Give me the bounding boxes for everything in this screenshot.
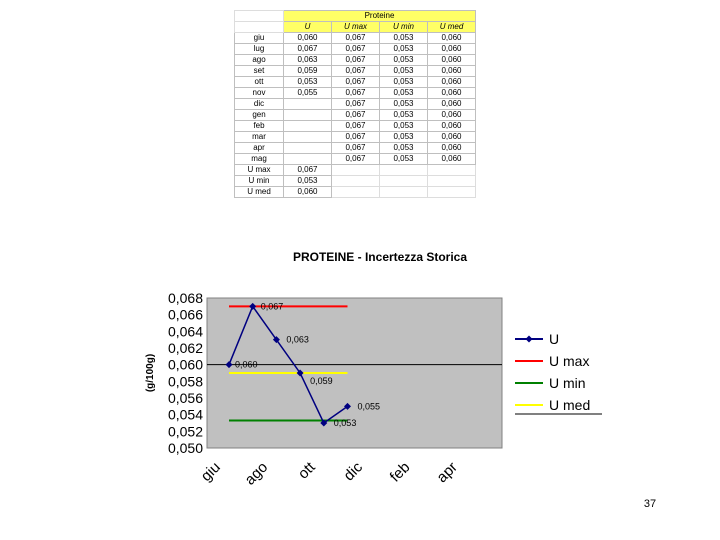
summary-label: U max <box>235 165 284 176</box>
data-label: 0,059 <box>310 376 333 386</box>
summary-value: 0,060 <box>284 187 332 198</box>
y-tick-label: 0,056 <box>167 390 203 406</box>
table-cell: 0,055 <box>284 88 332 99</box>
table-cell: 0,067 <box>332 154 380 165</box>
y-tick-label: 0,052 <box>167 423 203 440</box>
table-cell: 0,060 <box>428 154 476 165</box>
row-label: nov <box>235 88 284 99</box>
table-cell: 0,053 <box>380 121 428 132</box>
table-cell: 0,060 <box>428 55 476 66</box>
data-label: 0,055 <box>357 401 381 412</box>
y-tick-label: 0,050 <box>167 440 203 456</box>
x-tick-label: feb <box>386 458 414 486</box>
y-tick-label: 0,064 <box>167 323 203 340</box>
row-label: gen <box>235 110 284 121</box>
row-label: mar <box>235 132 284 143</box>
legend-label: U min <box>549 375 586 391</box>
table-cell: 0,067 <box>332 66 380 77</box>
data-label: 0,053 <box>333 418 357 428</box>
table-cell: 0,053 <box>380 33 428 44</box>
y-axis-label: (g/100g) <box>145 353 156 393</box>
y-tick-label: 0,054 <box>167 406 203 423</box>
table-cell: 0,053 <box>380 77 428 88</box>
table-cell: 0,060 <box>428 143 476 154</box>
x-tick-label: giu <box>197 458 224 485</box>
summary-value: 0,067 <box>284 165 332 176</box>
data-label: 0,060 <box>235 359 258 370</box>
table-cell: 0,060 <box>428 44 476 55</box>
group-header: Proteine <box>284 11 476 22</box>
table-cell: 0,053 <box>284 77 332 88</box>
table-cell: 0,067 <box>284 44 332 55</box>
table-cell: 0,060 <box>428 121 476 132</box>
row-label: giu <box>235 33 284 44</box>
chart-title: PROTEINE - Incertezza Storica <box>292 250 468 264</box>
x-tick-label: ott <box>294 458 319 483</box>
table-cell: 0,063 <box>284 55 332 66</box>
table-cell: 0,060 <box>284 33 332 44</box>
table-cell: 0,060 <box>428 77 476 88</box>
table-cell: 0,059 <box>284 66 332 77</box>
table-cell: 0,053 <box>380 55 428 66</box>
table-cell: 0,067 <box>332 132 380 143</box>
legend-label: U max <box>549 353 590 369</box>
y-tick-label: 0,068 <box>167 290 203 306</box>
table-cell: 0,067 <box>332 143 380 154</box>
column-header: U min <box>380 22 428 33</box>
table-cell: 0,067 <box>332 110 380 121</box>
table-cell: 0,067 <box>332 77 380 88</box>
table-cell: 0,053 <box>380 88 428 99</box>
x-tick-label: apr <box>433 458 461 487</box>
table-cell: 0,067 <box>332 33 380 44</box>
table-cell: 0,053 <box>380 110 428 121</box>
table-cell: 0,067 <box>332 99 380 110</box>
summary-label: U med <box>235 187 284 198</box>
column-header: U <box>284 22 332 33</box>
data-label: 0,063 <box>286 334 309 345</box>
column-header: U max <box>332 22 380 33</box>
table-cell: 0,053 <box>380 154 428 165</box>
table-cell: 0,060 <box>428 33 476 44</box>
table-cell: 0,060 <box>428 132 476 143</box>
page-number: 37 <box>643 498 657 510</box>
y-tick-label: 0,058 <box>167 373 203 390</box>
x-tick-label: dic <box>340 458 367 485</box>
table-cell: 0,053 <box>380 132 428 143</box>
table-cell: 0,067 <box>332 55 380 66</box>
row-label: apr <box>235 143 284 154</box>
y-tick-label: 0,060 <box>167 356 203 373</box>
table-cell: 0,053 <box>380 143 428 154</box>
summary-value: 0,053 <box>284 176 332 187</box>
table-cell: 0,067 <box>332 121 380 132</box>
y-tick-label: 0,066 <box>167 306 203 323</box>
row-label: feb <box>235 121 284 132</box>
table-cell: 0,060 <box>428 66 476 77</box>
row-label: lug <box>235 44 284 55</box>
legend-label: U med <box>549 397 591 413</box>
x-tick-label: ago <box>241 458 272 489</box>
y-tick-label: 0,062 <box>167 340 203 356</box>
table-cell: 0,060 <box>428 110 476 121</box>
data-label: 0,067 <box>260 301 284 312</box>
row-label: ago <box>235 55 284 66</box>
row-label: dic <box>235 99 284 110</box>
legend-label: U <box>549 331 560 347</box>
table-cell: 0,060 <box>428 99 476 110</box>
legend-marker <box>526 336 533 343</box>
table-cell: 0,053 <box>380 44 428 55</box>
table-cell: 0,053 <box>380 99 428 110</box>
row-label: set <box>235 66 284 77</box>
table-cell: 0,053 <box>380 66 428 77</box>
column-header: U med <box>428 22 476 33</box>
table-cell: 0,067 <box>332 88 380 99</box>
row-label: mag <box>235 154 284 165</box>
table-cell: 0,060 <box>428 88 476 99</box>
summary-label: U min <box>235 176 284 187</box>
table-cell: 0,067 <box>332 44 380 55</box>
row-label: ott <box>235 77 284 88</box>
